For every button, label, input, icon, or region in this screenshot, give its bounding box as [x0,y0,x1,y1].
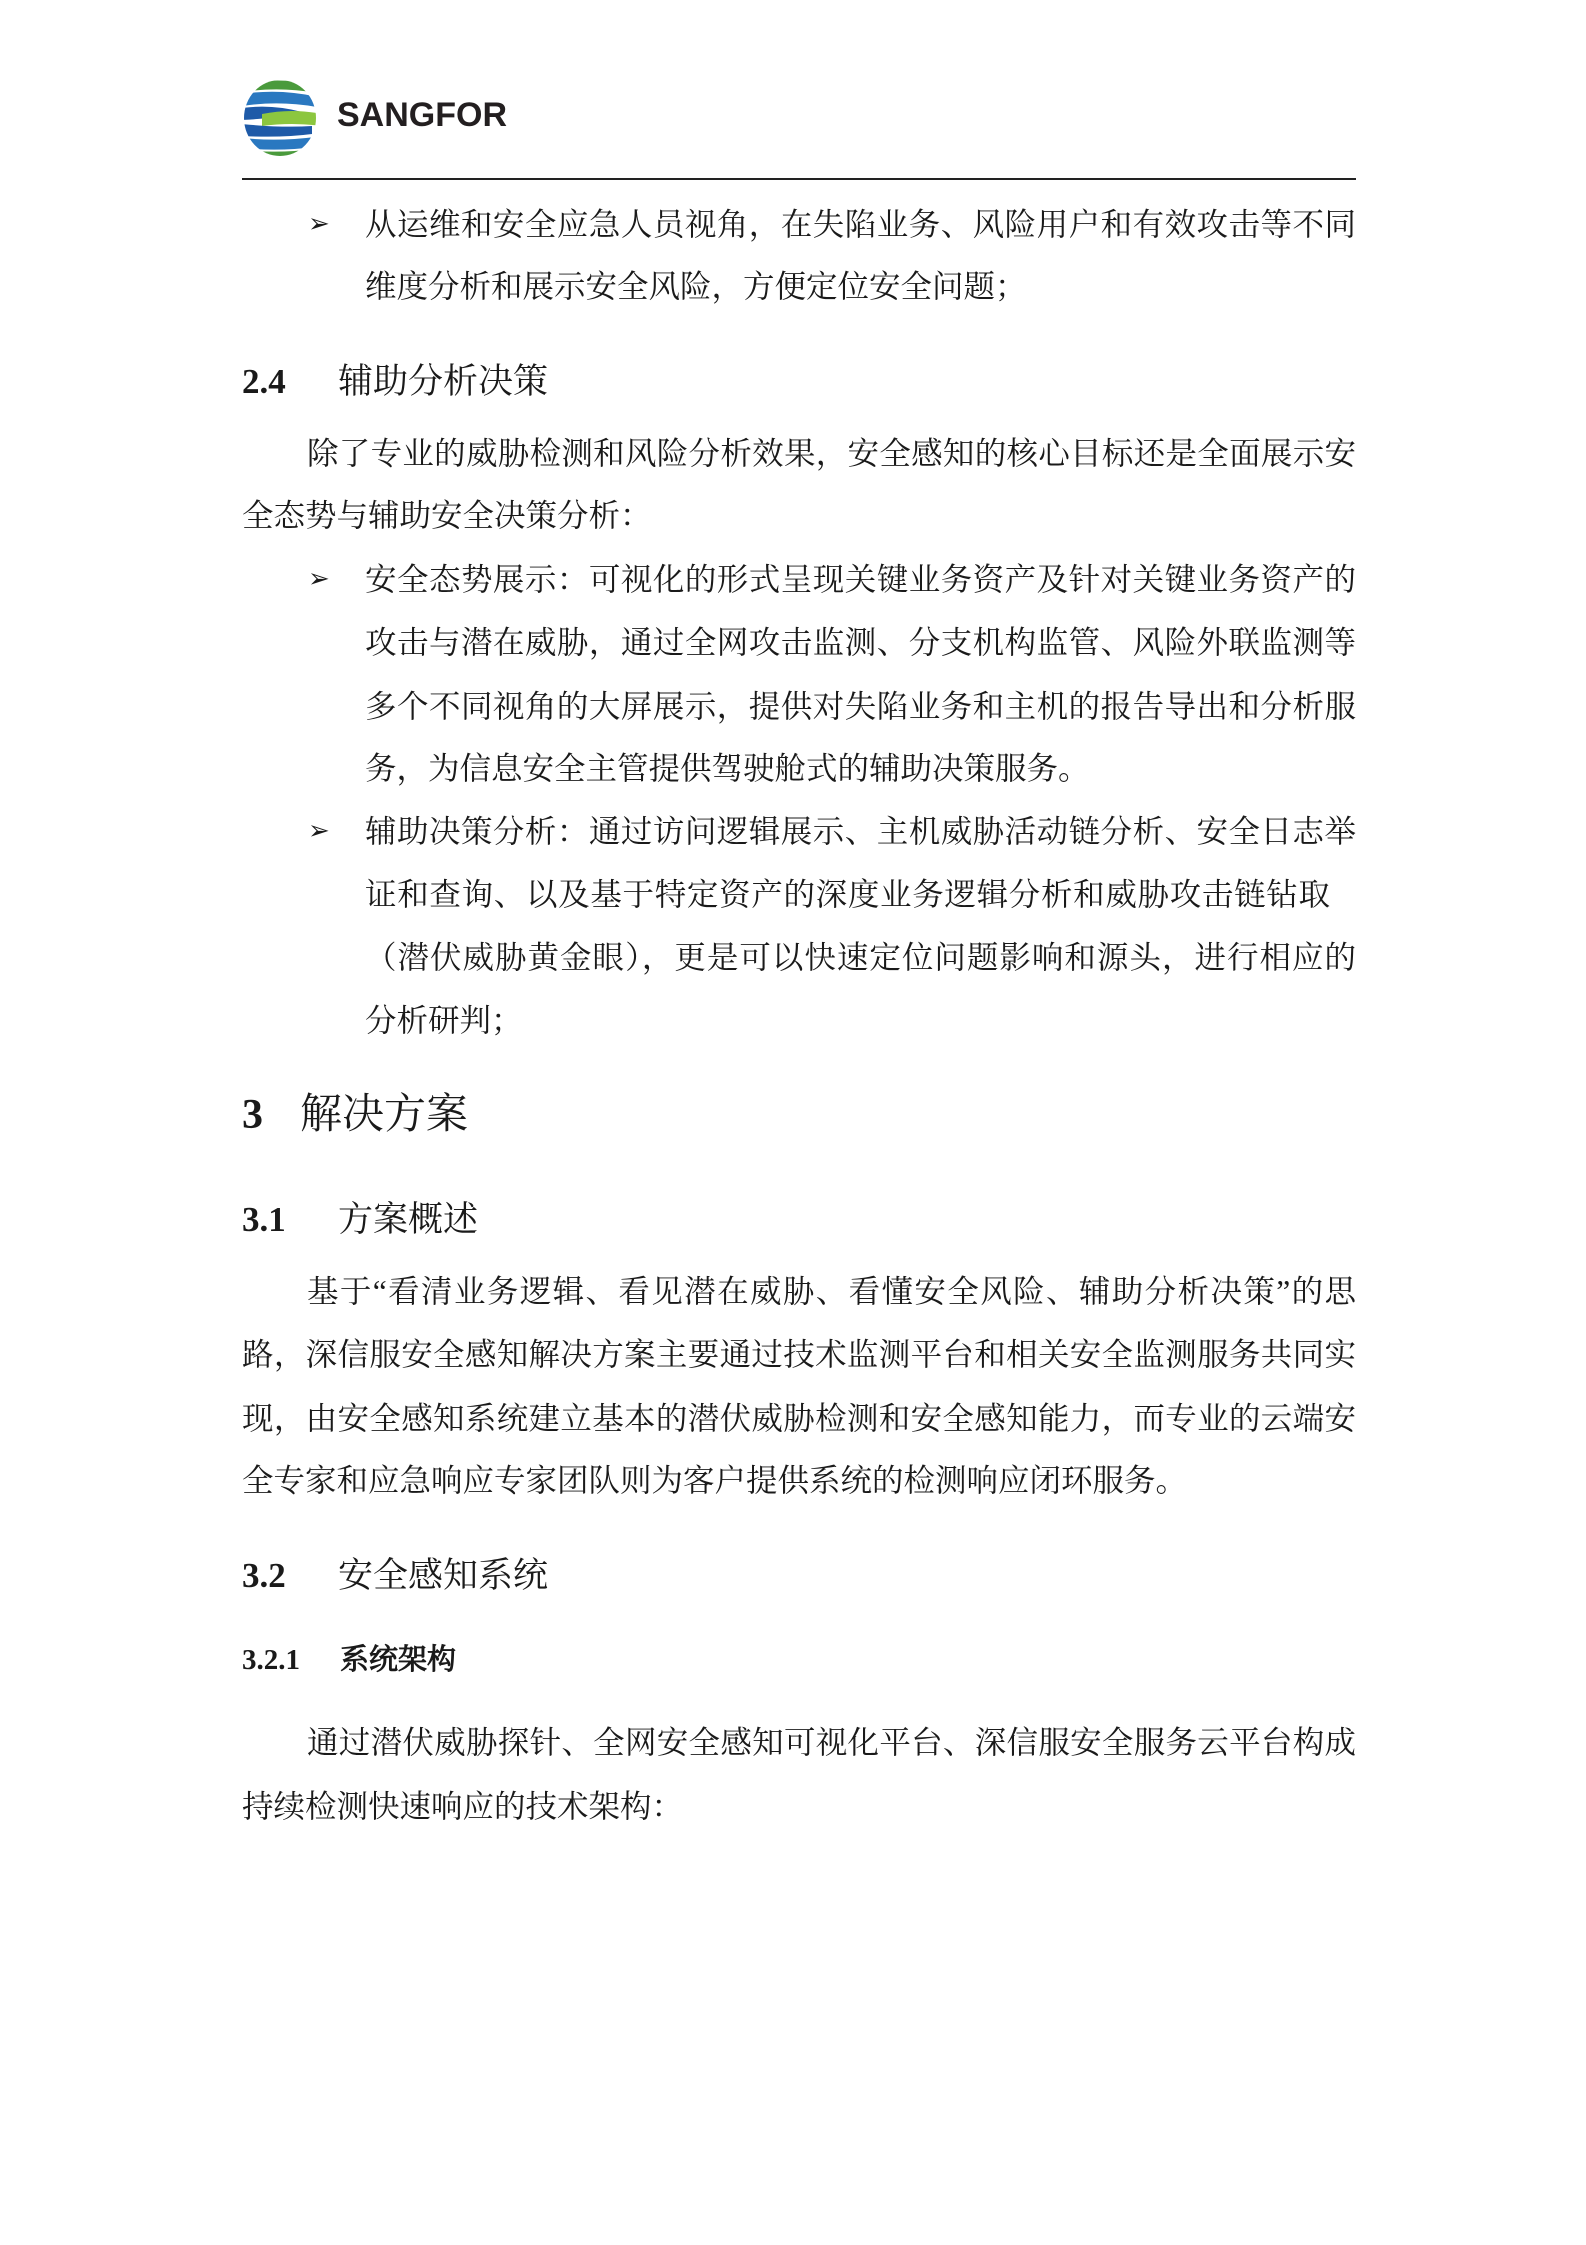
bullet-line: 辅助决策分析：通过访问逻辑展示、主机威胁活动链分析、安全日志举 [365,814,1356,849]
bullet-arrow-icon: ➢ [308,564,330,593]
bullet-line: 分析研判； [365,1003,523,1038]
heading-number: 3 [242,1092,263,1138]
heading-title: 辅助分析决策 [338,362,549,401]
para-line: 通过潜伏威胁探针、全网安全感知可视化平台、深信服安全服务云平台构成 [307,1725,1356,1760]
bullet-line: 从运维和安全应急人员视角，在失陷业务、风险用户和有效攻击等不同 [365,207,1356,242]
sangfor-logo [242,78,512,158]
bullet-line: 攻击与潜在威胁，通过全网攻击监测、分支机构监管、风险外联监测等 [365,625,1356,660]
heading-number: 3.2 [242,1556,286,1595]
bullet-line: 安全态势展示：可视化的形式呈现关键业务资产及针对关键业务资产的 [365,562,1356,597]
para-line: 除了专业的威胁检测和风险分析效果，安全感知的核心目标还是全面展示安 [307,436,1356,471]
bullet-line: 务，为信息安全主管提供驾驶舱式的辅助决策服务。 [365,751,1090,786]
heading-title: 安全感知系统 [338,1556,549,1595]
bullet-arrow-icon: ➢ [308,209,330,238]
bullet-line: 证和查询、以及基于特定资产的深度业务逻辑分析和威胁攻击链钻取 [365,877,1330,912]
heading-number: 3.2.1 [242,1644,300,1676]
bullet-line: 维度分析和展示安全风险，方便定位安全问题； [365,269,1027,304]
heading-3-1 [242,1198,478,1242]
heading-title: 解决方案 [300,1092,469,1138]
logo-text: SANGFOR [337,96,507,134]
para-line: 全态势与辅助安全决策分析： [242,498,652,533]
heading-title: 系统架构 [340,1644,457,1676]
bullet-arrow-icon: ➢ [308,816,330,845]
para-line: 基于“看清业务逻辑、看见潜在威胁、看懂安全风险、辅助分析决策”的思 [307,1274,1356,1309]
header-rule [242,178,1356,180]
heading-3-2-1 [242,1641,456,1679]
sangfor-globe-icon [242,78,322,158]
para-line: 现，由安全感知系统建立基本的潜伏威胁检测和安全感知能力，而专业的云端安 [242,1401,1356,1436]
bullet-line: 多个不同视角的大屏展示，提供对失陷业务和主机的报告导出和分析服 [365,689,1356,724]
heading-2-4 [242,360,548,404]
heading-number: 2.4 [242,362,286,401]
heading-3-2 [242,1554,548,1598]
para-line: 持续检测快速响应的技术架构： [242,1789,684,1824]
heading-title: 方案概述 [338,1200,479,1239]
heading-3 [242,1089,468,1141]
para-line: 路，深信服安全感知解决方案主要通过技术监测平台和相关安全监测服务共同实 [242,1337,1356,1372]
bullet-line: （潜伏威胁黄金眼），更是可以快速定位问题影响和源头，进行相应的 [365,940,1356,975]
para-line: 全专家和应急响应专家团队则为客户提供系统的检测响应闭环服务。 [242,1463,1188,1498]
heading-number: 3.1 [242,1200,286,1239]
